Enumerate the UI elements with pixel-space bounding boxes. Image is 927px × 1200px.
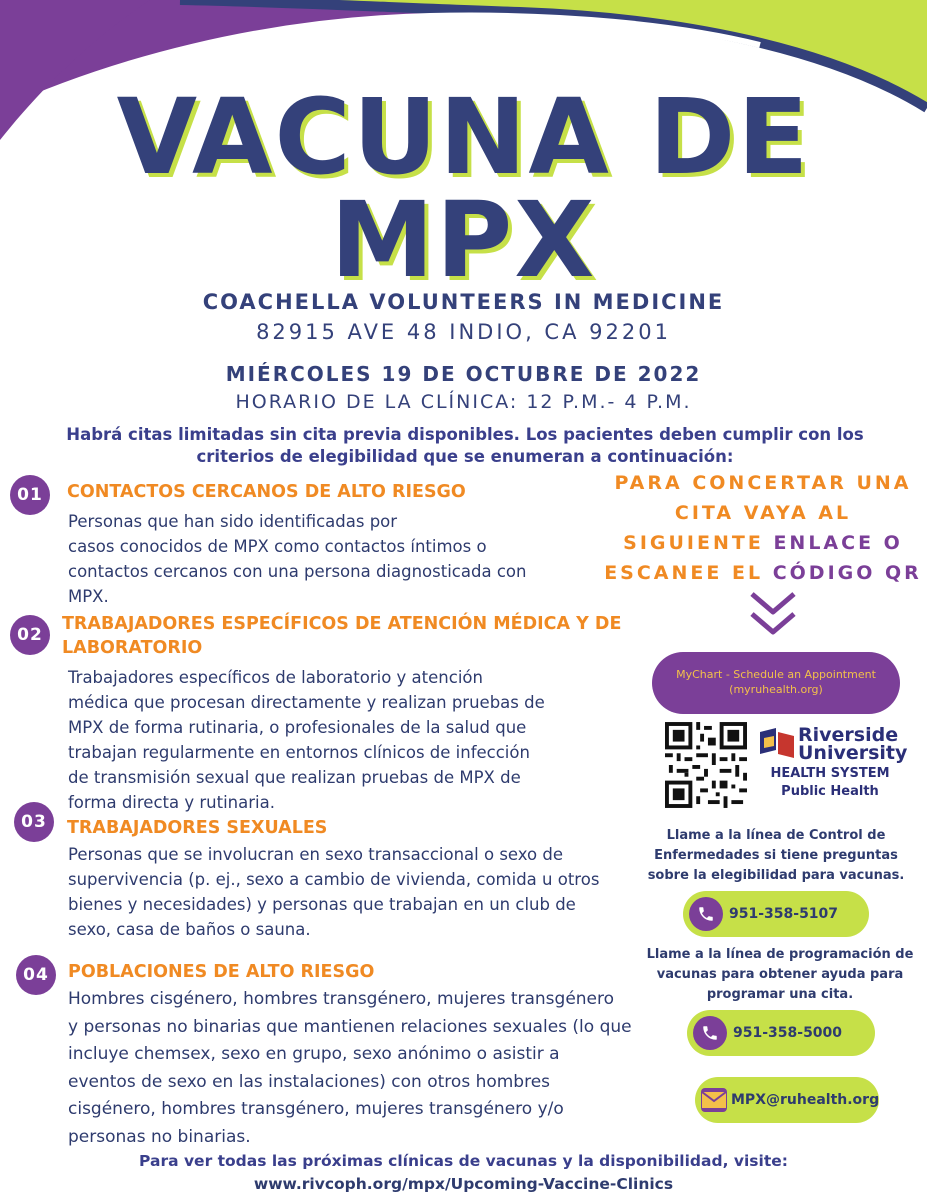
mychart-url: (myruhealth.org) <box>729 683 823 696</box>
phone-icon <box>693 1016 727 1050</box>
footer-text: Para ver todas las próximas clínicas de vacunas y la disponibilidad, visite: <box>139 1152 788 1170</box>
footer-link[interactable]: www.rivcoph.org/mpx/Upcoming-Vaccine-Clinics <box>253 1175 674 1193</box>
scheduling-note <box>640 945 920 1005</box>
phone-scheduling-button[interactable] <box>687 1010 875 1056</box>
cta-line <box>604 528 922 558</box>
section-body <box>68 986 668 1151</box>
mail-icon <box>701 1088 727 1112</box>
intro-text: Habrá citas limitadas sin cita previa disponibles. Los pacientes deben cumplir con los criterios de elegibilidad que se enumeran a continuación: <box>66 425 864 466</box>
section-title <box>62 612 622 660</box>
note-line: vacunas para obtener ayuda para <box>656 967 904 982</box>
section-title: TRABAJADORES SEXUALES <box>67 818 328 838</box>
page-title-line2: MPX <box>330 179 597 301</box>
email-address: MPX@ruhealth.org <box>731 1092 880 1108</box>
body-line: Personas que han sido identificadas por <box>68 512 398 531</box>
section-number-badge: 04 <box>16 955 56 995</box>
title-line: LABORATORIO <box>62 638 203 658</box>
email-button[interactable] <box>695 1077 879 1123</box>
body-line: MPX. <box>68 587 109 606</box>
body-line: sexo, casa de baños o sauna. <box>68 920 311 939</box>
phone-icon <box>689 897 723 931</box>
cta-line: CITA VAYA AL <box>674 502 852 524</box>
event-date: MIÉRCOLES 19 DE OCTUBRE DE 2022 <box>225 362 702 386</box>
body-line: forma directa y rutinaria. <box>68 793 275 812</box>
ruhs-logo-icon <box>760 728 794 760</box>
note-line: Enfermedades si tiene preguntas <box>654 848 898 863</box>
section-title: CONTACTOS CERCANOS DE ALTO RIESGO <box>67 482 466 502</box>
cta-line: PARA CONCERTAR UNA <box>614 472 912 494</box>
chevron-down-double-icon <box>748 590 798 640</box>
phone-number: 951-358-5107 <box>729 906 839 922</box>
body-line: personas no binarias. <box>68 1126 251 1147</box>
section-number-badge: 02 <box>10 615 50 655</box>
cta-text: SIGUIENTE <box>623 532 774 554</box>
mychart-link-button[interactable] <box>652 652 900 714</box>
section-body <box>68 509 608 609</box>
page-title-line1: VACUNA DE <box>116 76 811 198</box>
logo-text: HEALTH SYSTEM <box>770 766 890 781</box>
body-line: eventos de sexo en las instalaciones) con otros hombres <box>68 1071 551 1092</box>
title-line: TRABAJADORES ESPECÍFICOS DE ATENCIÓN MÉDICA Y DE <box>62 614 622 634</box>
note-line: Llame a la línea de Control de <box>666 828 886 843</box>
body-line: cisgénero, hombres transgénero, mujeres transgénero y/o <box>68 1099 564 1119</box>
phone-disease-control-button[interactable] <box>683 891 869 937</box>
body-line: Trabajadores específicos de laboratorio y atención <box>68 668 483 687</box>
cta-text-highlight: ENLACE O <box>773 532 903 554</box>
qr-code-icon[interactable] <box>665 722 747 808</box>
cta-text-highlight: CÓDIGO QR <box>772 562 922 584</box>
body-line: trabajan regularmente en entornos clínicos de infección <box>68 743 530 762</box>
mychart-label: MyChart - Schedule an Appointment <box>676 668 876 681</box>
body-line: casos conocidos de MPX como contactos íntimos o <box>68 537 487 556</box>
clinic-hours: HORARIO DE LA CLÍNICA: 12 P.M.- 4 P.M. <box>235 391 692 413</box>
body-line: contactos cercanos con una persona diagnosticada con <box>68 562 527 581</box>
note-line: Llame a la línea de programación de <box>646 947 914 962</box>
section-body <box>68 842 628 942</box>
body-line: supervivencia (p. ej., sexo a cambio de vivienda, comida u otros <box>68 870 600 889</box>
section-number-badge: 01 <box>10 475 50 515</box>
body-line: bienes y necesidades) y personas que trabajan en un club de <box>68 895 576 914</box>
eligibility-note <box>636 826 916 886</box>
section-number-badge: 03 <box>14 802 54 842</box>
phone-number: 951-358-5000 <box>733 1025 843 1041</box>
body-line: MPX de forma rutinaria, o profesionales de la salud que <box>68 718 527 737</box>
body-line: Hombres cisgénero, hombres transgénero, mujeres transgénero <box>68 989 615 1009</box>
body-line: Personas que se involucran en sexo transaccional o sexo de <box>68 845 564 864</box>
cta-text: ESCANEE EL <box>604 562 773 584</box>
logo-text: Riverside <box>798 724 899 746</box>
venue-address: 82915 AVE 48 INDIO, CA 92201 <box>256 320 671 344</box>
note-line: sobre la elegibilidad para vacunas. <box>647 868 905 883</box>
section-title: POBLACIONES DE ALTO RIESGO <box>68 962 375 982</box>
logo-text: Public Health <box>781 784 879 799</box>
venue-name: COACHELLA VOLUNTEERS IN MEDICINE <box>202 290 725 314</box>
logo-text: University <box>798 742 908 764</box>
body-line: de transmisión sexual que realizan pruebas de MPX de <box>68 768 521 787</box>
appointment-cta <box>604 468 922 588</box>
ruhs-logo <box>760 724 908 802</box>
body-line: médica que procesan directamente y realizan pruebas de <box>68 693 545 712</box>
note-line: programar una cita. <box>706 987 854 1002</box>
body-line: y personas no binarias que mantienen relaciones sexuales (lo que <box>68 1016 632 1037</box>
body-line: incluye chemsex, sexo en grupo, sexo anónimo o asistir a <box>68 1044 560 1064</box>
section-body <box>68 665 608 815</box>
cta-line <box>604 558 922 588</box>
